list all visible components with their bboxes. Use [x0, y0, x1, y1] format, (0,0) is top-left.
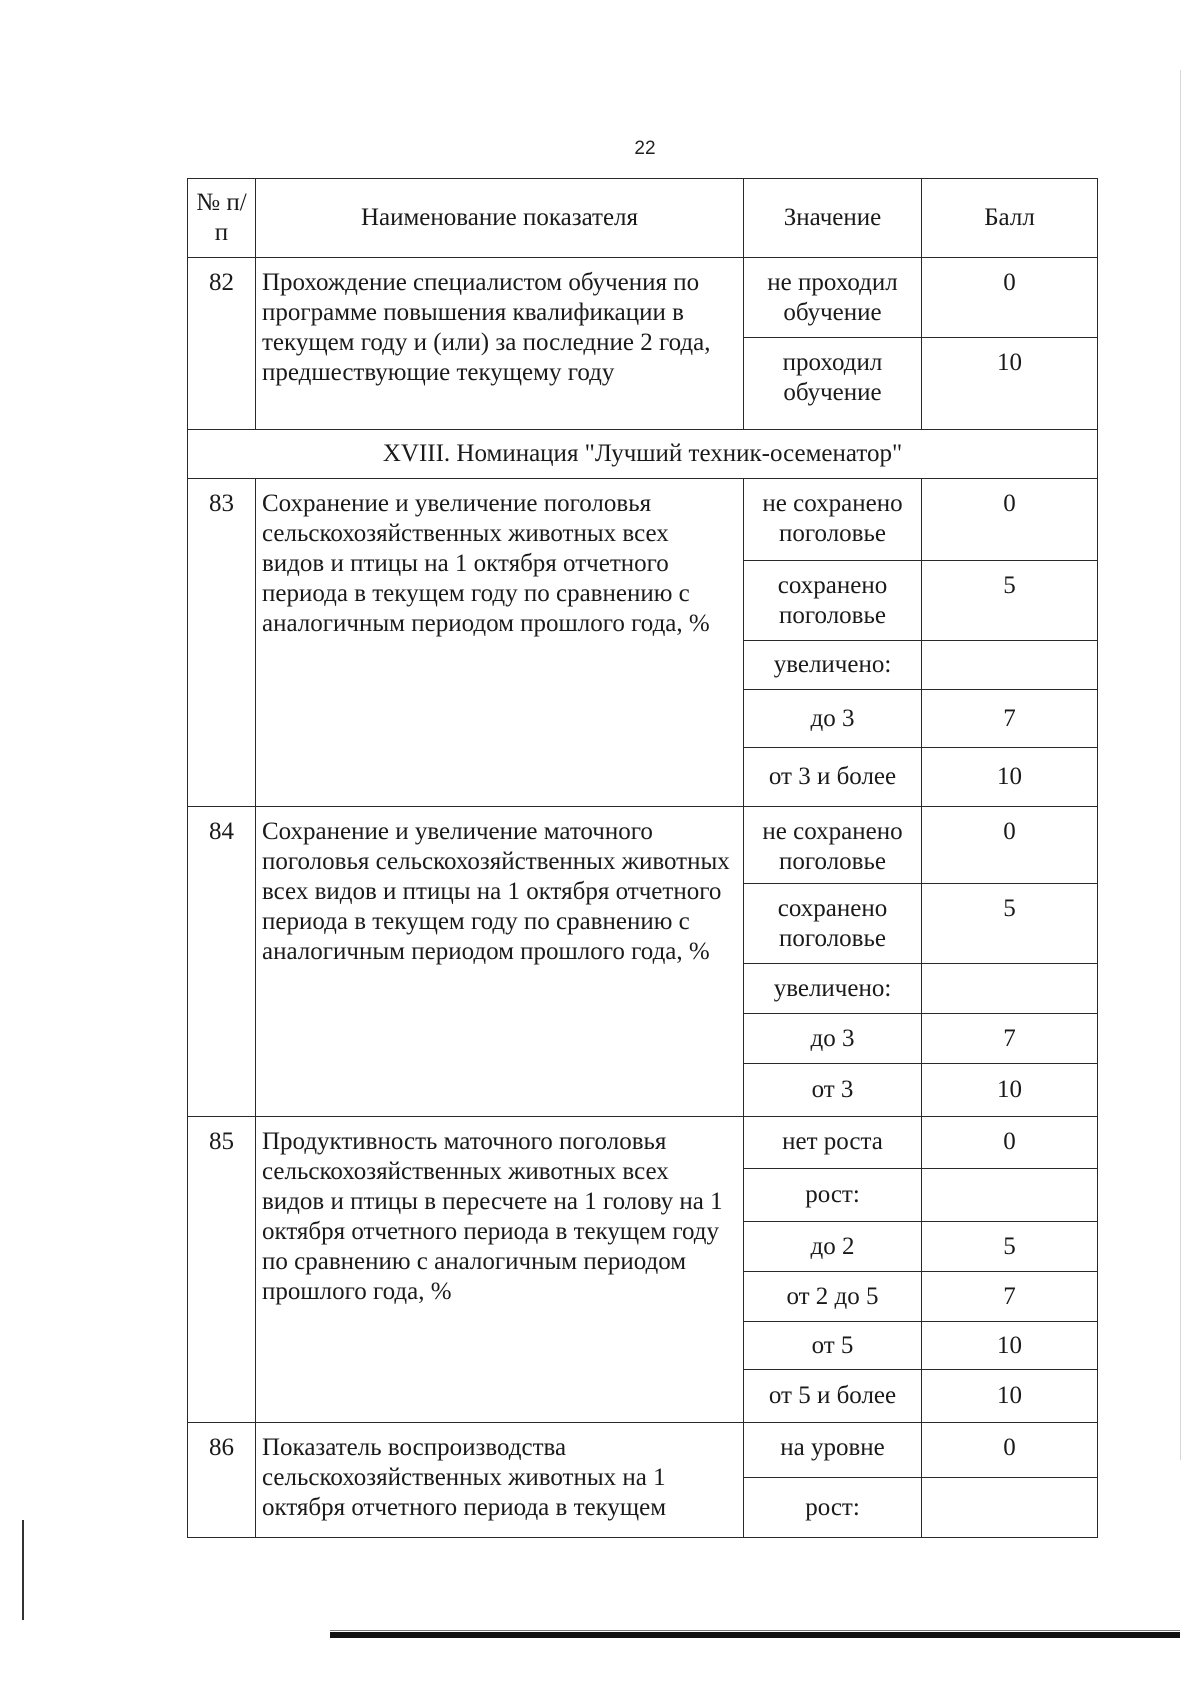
section-row	[188, 430, 1098, 479]
option-points: 10	[922, 1322, 1098, 1370]
option-points: 0	[922, 258, 1098, 338]
option-value: рост:	[744, 1169, 922, 1222]
option-value: от 5 и более	[744, 1370, 922, 1423]
table-row	[188, 258, 1098, 338]
option-points	[922, 1169, 1098, 1222]
option-points: 0	[922, 1423, 1098, 1478]
indicator-name: Сохранение и увеличение поголовья сельскохозяйственных животных всех видов и птицы на 1 октября отчетного периода в текущем году по сравнению с аналогичным периодом прошлого года, %	[256, 479, 744, 807]
option-points: 7	[922, 690, 1098, 748]
option-value: нет роста	[744, 1117, 922, 1169]
option-value: сохранено поголовье	[744, 561, 922, 641]
indicator-name: Продуктивность маточного поголовья сельскохозяйственных животных всех видов и птицы в пересчете на 1 голову на 1 октября отчетного периода в текущем году по сравнению с аналогичным периодом прошлого года, %	[256, 1117, 744, 1423]
option-points	[922, 964, 1098, 1014]
table-header-row	[188, 179, 1098, 258]
option-value: не проходил обучение	[744, 258, 922, 338]
option-points: 10	[922, 748, 1098, 807]
row-number: 86	[188, 1423, 256, 1538]
page-number: 22	[634, 138, 656, 159]
indicator-table	[187, 178, 1098, 1538]
option-value: до 3	[744, 1014, 922, 1064]
option-points: 7	[922, 1272, 1098, 1322]
header-name: Наименование показателя	[256, 179, 744, 258]
header-points: Балл	[922, 179, 1098, 258]
section-title: XVIII. Номинация "Лучший техник-осеменатор"	[188, 430, 1098, 479]
indicator-name: Сохранение и увеличение маточного поголовья сельскохозяйственных животных всех видов и птицы на 1 октября отчетного периода в текущем году по сравнению с аналогичным периодом прошлого года, %	[256, 807, 744, 1117]
header-num	[188, 179, 256, 258]
option-points: 7	[922, 1014, 1098, 1064]
option-value: от 3 и более	[744, 748, 922, 807]
table-row	[188, 1117, 1098, 1169]
row-number: 85	[188, 1117, 256, 1423]
scan-edge-left	[22, 1520, 24, 1620]
header-value: Значение	[744, 179, 922, 258]
table-row	[188, 479, 1098, 561]
option-points: 0	[922, 479, 1098, 561]
option-value: увеличено:	[744, 964, 922, 1014]
option-value: не сохранено поголовье	[744, 807, 922, 884]
option-points: 0	[922, 1117, 1098, 1169]
scan-bottom-line	[330, 1630, 1180, 1631]
option-value: на уровне	[744, 1423, 922, 1478]
option-value: до 2	[744, 1222, 922, 1272]
option-points: 5	[922, 561, 1098, 641]
option-value: от 2 до 5	[744, 1272, 922, 1322]
option-points	[922, 641, 1098, 690]
table-row	[188, 807, 1098, 884]
option-points: 5	[922, 884, 1098, 964]
option-points: 10	[922, 338, 1098, 430]
row-number: 83	[188, 479, 256, 807]
option-value: от 5	[744, 1322, 922, 1370]
option-value: рост:	[744, 1478, 922, 1538]
option-value: сохранено поголовье	[744, 884, 922, 964]
scan-bottom-bar	[330, 1632, 1180, 1638]
option-value: проходил обучение	[744, 338, 922, 430]
option-points: 5	[922, 1222, 1098, 1272]
option-value: увеличено:	[744, 641, 922, 690]
option-points: 10	[922, 1064, 1098, 1117]
option-points: 0	[922, 807, 1098, 884]
scan-edge-right	[1180, 70, 1181, 1460]
row-number: 82	[188, 258, 256, 430]
indicator-name: Прохождение специалистом обучения по программе повышения квалификации в текущем году и (или) за последние 2 года, предшествующие текущему году	[256, 258, 744, 430]
option-value: до 3	[744, 690, 922, 748]
option-points	[922, 1478, 1098, 1538]
header-num-text: № п/п	[196, 189, 247, 246]
option-value: не сохранено поголовье	[744, 479, 922, 561]
option-value: от 3	[744, 1064, 922, 1117]
table-row	[188, 1423, 1098, 1478]
row-number: 84	[188, 807, 256, 1117]
indicator-name: Показатель воспроизводства сельскохозяйственных животных на 1 октября отчетного периода в текущем	[256, 1423, 744, 1538]
option-points: 10	[922, 1370, 1098, 1423]
